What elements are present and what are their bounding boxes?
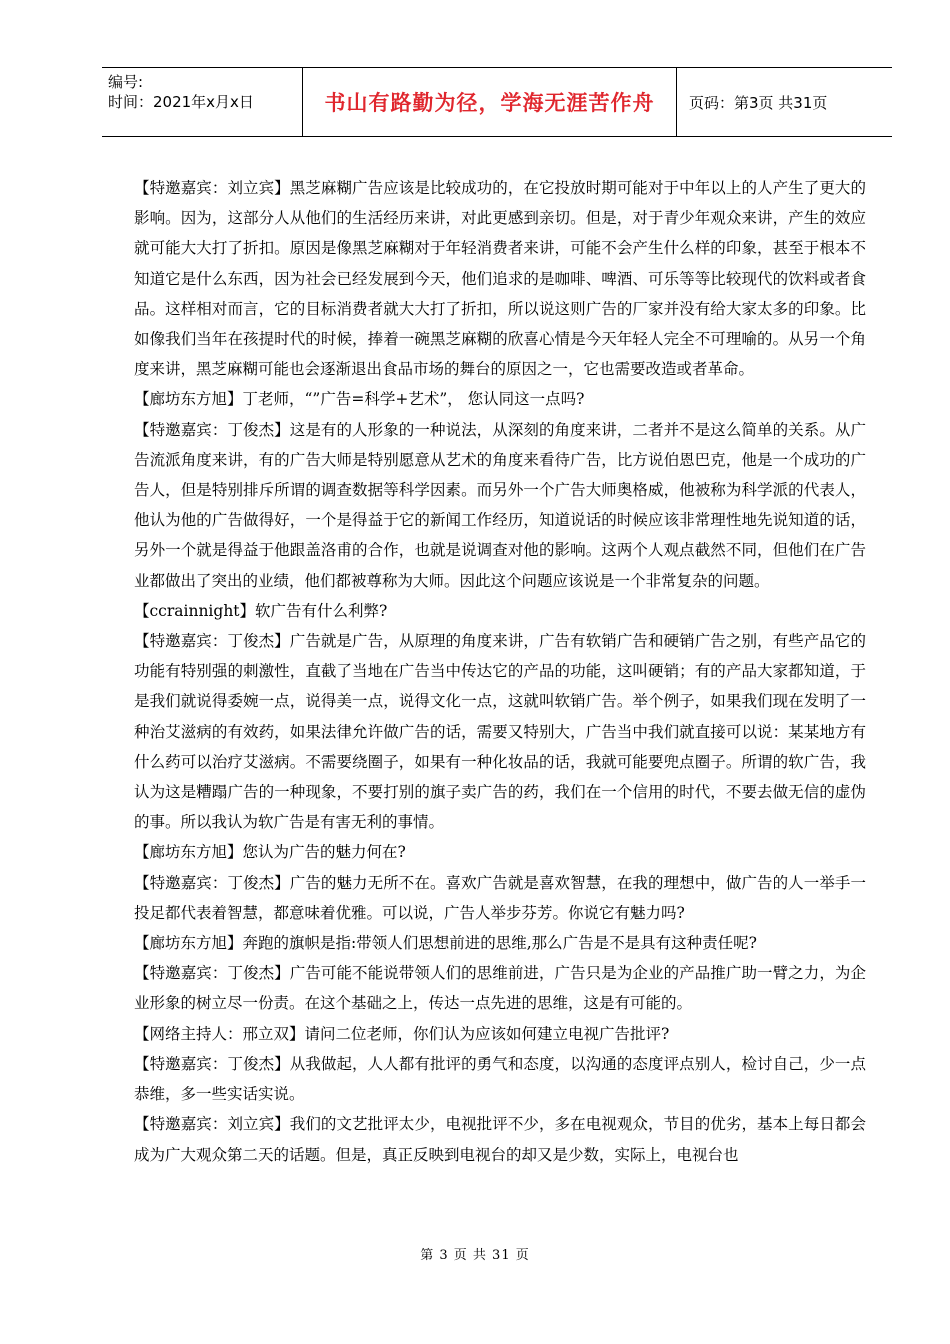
paragraph: 【网络主持人：邢立双】请问二位老师，你们认为应该如何建立电视广告批评? — [134, 1024, 670, 1043]
header-page-code: 页码：第3页 共31页 — [689, 93, 828, 112]
header-page-code-cell — [677, 68, 892, 136]
header-motto: 书山有路勤为径，学海无涯苦作舟 — [324, 91, 655, 115]
header-motto-cell — [303, 68, 677, 136]
page-footer: 第 3 页 共 31 页 — [420, 1248, 530, 1263]
page-header — [102, 67, 892, 137]
paragraph: 【特邀嘉宾：丁俊杰】广告可能不能说带领人们的思维前进，广告只是为企业的产品推广助一臂之力，为企业形象的树立尽一份责。在这个基础之上，传达一点先进的思维，这是有可能的。 — [134, 964, 866, 1013]
paragraph: 【特邀嘉宾：刘立宾】我们的文艺批评太少，电视批评不少，多在电视观众，节目的优劣，基本上每日都会成为广大观众第二天的话题。但是，真正反映到电视台的却又是少数，实际上，电视台也 — [134, 1115, 866, 1164]
header-info-cell — [102, 68, 303, 136]
paragraph: 【廊坊东方旭】您认为广告的魅力何在? — [134, 843, 406, 862]
paragraph: 【特邀嘉宾：丁俊杰】从我做起，人人都有批评的勇气和态度，以沟通的态度评点别人，检讨自己，少一点恭维，多一些实话实说。 — [134, 1054, 866, 1104]
paragraph: 【廊坊东方旭】奔跑的旗帜是指:带领人们思想前进的思维,那么广告是不是具有这种责任呢? — [134, 934, 757, 953]
paragraph: 【ccrainnight】软广告有什么利弊? — [134, 601, 388, 620]
paragraph: 【特邀嘉宾：丁俊杰】这是有的人形象的一种说法，从深刻的角度来讲，二者并不是这么简单的关系。从广告流派角度来讲，有的广告大师是特别愿意从艺术的角度来看待广告，比方说伯恩巴克，他是一个成功的广告人，但是特别排斥所谓的调查数据等科学因素。而另外一个广告大师奥格威，他被称为科学派的代表人，他认为他的广告做得好，一个是得益于它的新闻工作经历，知道说话的时候应该非常理性地先说知道的话，另外一个就是得益于他跟盖洛甫的合作，也就是说调查对他的影响。这两个人观点截然不同，但他们在广告业都做出了突出的业绩，他们都被尊称为大师。因此这个问题应该说是一个非常复杂的问题。 — [134, 420, 866, 590]
document-time-label: 时间：2021年x月x日 — [108, 93, 254, 111]
document-body — [134, 173, 866, 1170]
paragraph: 【廊坊东方旭】丁老师，“”广告=科学+艺术”， 您认同这一点吗? — [134, 390, 585, 409]
paragraph: 【特邀嘉宾：刘立宾】黑芝麻糊广告应该是比较成功的，在它投放时期可能对于中年以上的人产生了更大的影响。因为，这部分人从他们的生活经历来讲，对此更感到亲切。但是，对于青少年观众来讲，产生的效应就可能大大打了折扣。原因是像黑芝麻糊对于年轻消费者来讲，可能不会产生什么样的印象，甚至于根本不知道它是什么东西，因为社会已经发展到今天，他们追求的是咖啡、啤酒、可乐等等比较现代的饮料或者食品。这样相对而言，它的目标消费者就大大打了折扣，所以说这则广告的厂家并没有给大家太多的印象。比如像我们当年在孩提时代的时候，捧着一碗黑芝麻糊的欣喜心情是今天年轻人完全不可理喻的。从另一个角度来讲，黑芝麻糊可能也会逐渐退出食品市场的舞台的原因之一，它也需要改造或者革命。 — [134, 179, 866, 379]
paragraph: 【特邀嘉宾：丁俊杰】广告就是广告，从原理的角度来讲，广告有软销广告和硬销广告之别，有些产品它的功能有特别强的刺激性，直截了当地在广告当中传达它的产品的功能，这叫硬销；有的产品大家都知道，于是我们就说得委婉一点，说得美一点，说得文化一点，这就叫软销广告。举个例子，如果我们现在发明了一种治艾滋病的有效药，如果法律允许做广告的话，需要又特别大，广告当中我们就直接可以说：某某地方有什么药可以治疗艾滋病。不需要绕圈子，如果有一种化妆品的话，我就可能要兜点圈子。所谓的软广告，我认为这是糟蹋广告的一种现象，不要打别的旗子卖广告的药，我们在一个信用的时代，不要去做无信的虚伪的事。所以我认为软广告是有害无利的事情。 — [134, 632, 866, 832]
paragraph: 【特邀嘉宾：丁俊杰】广告的魅力无所不在。喜欢广告就是喜欢智慧，在我的理想中，做广告的人一举手一投足都代表着智慧，都意味着优雅。可以说，广告人举步芬芳。你说它有魅力吗? — [134, 873, 866, 922]
document-number-label: 编号: — [108, 73, 144, 91]
